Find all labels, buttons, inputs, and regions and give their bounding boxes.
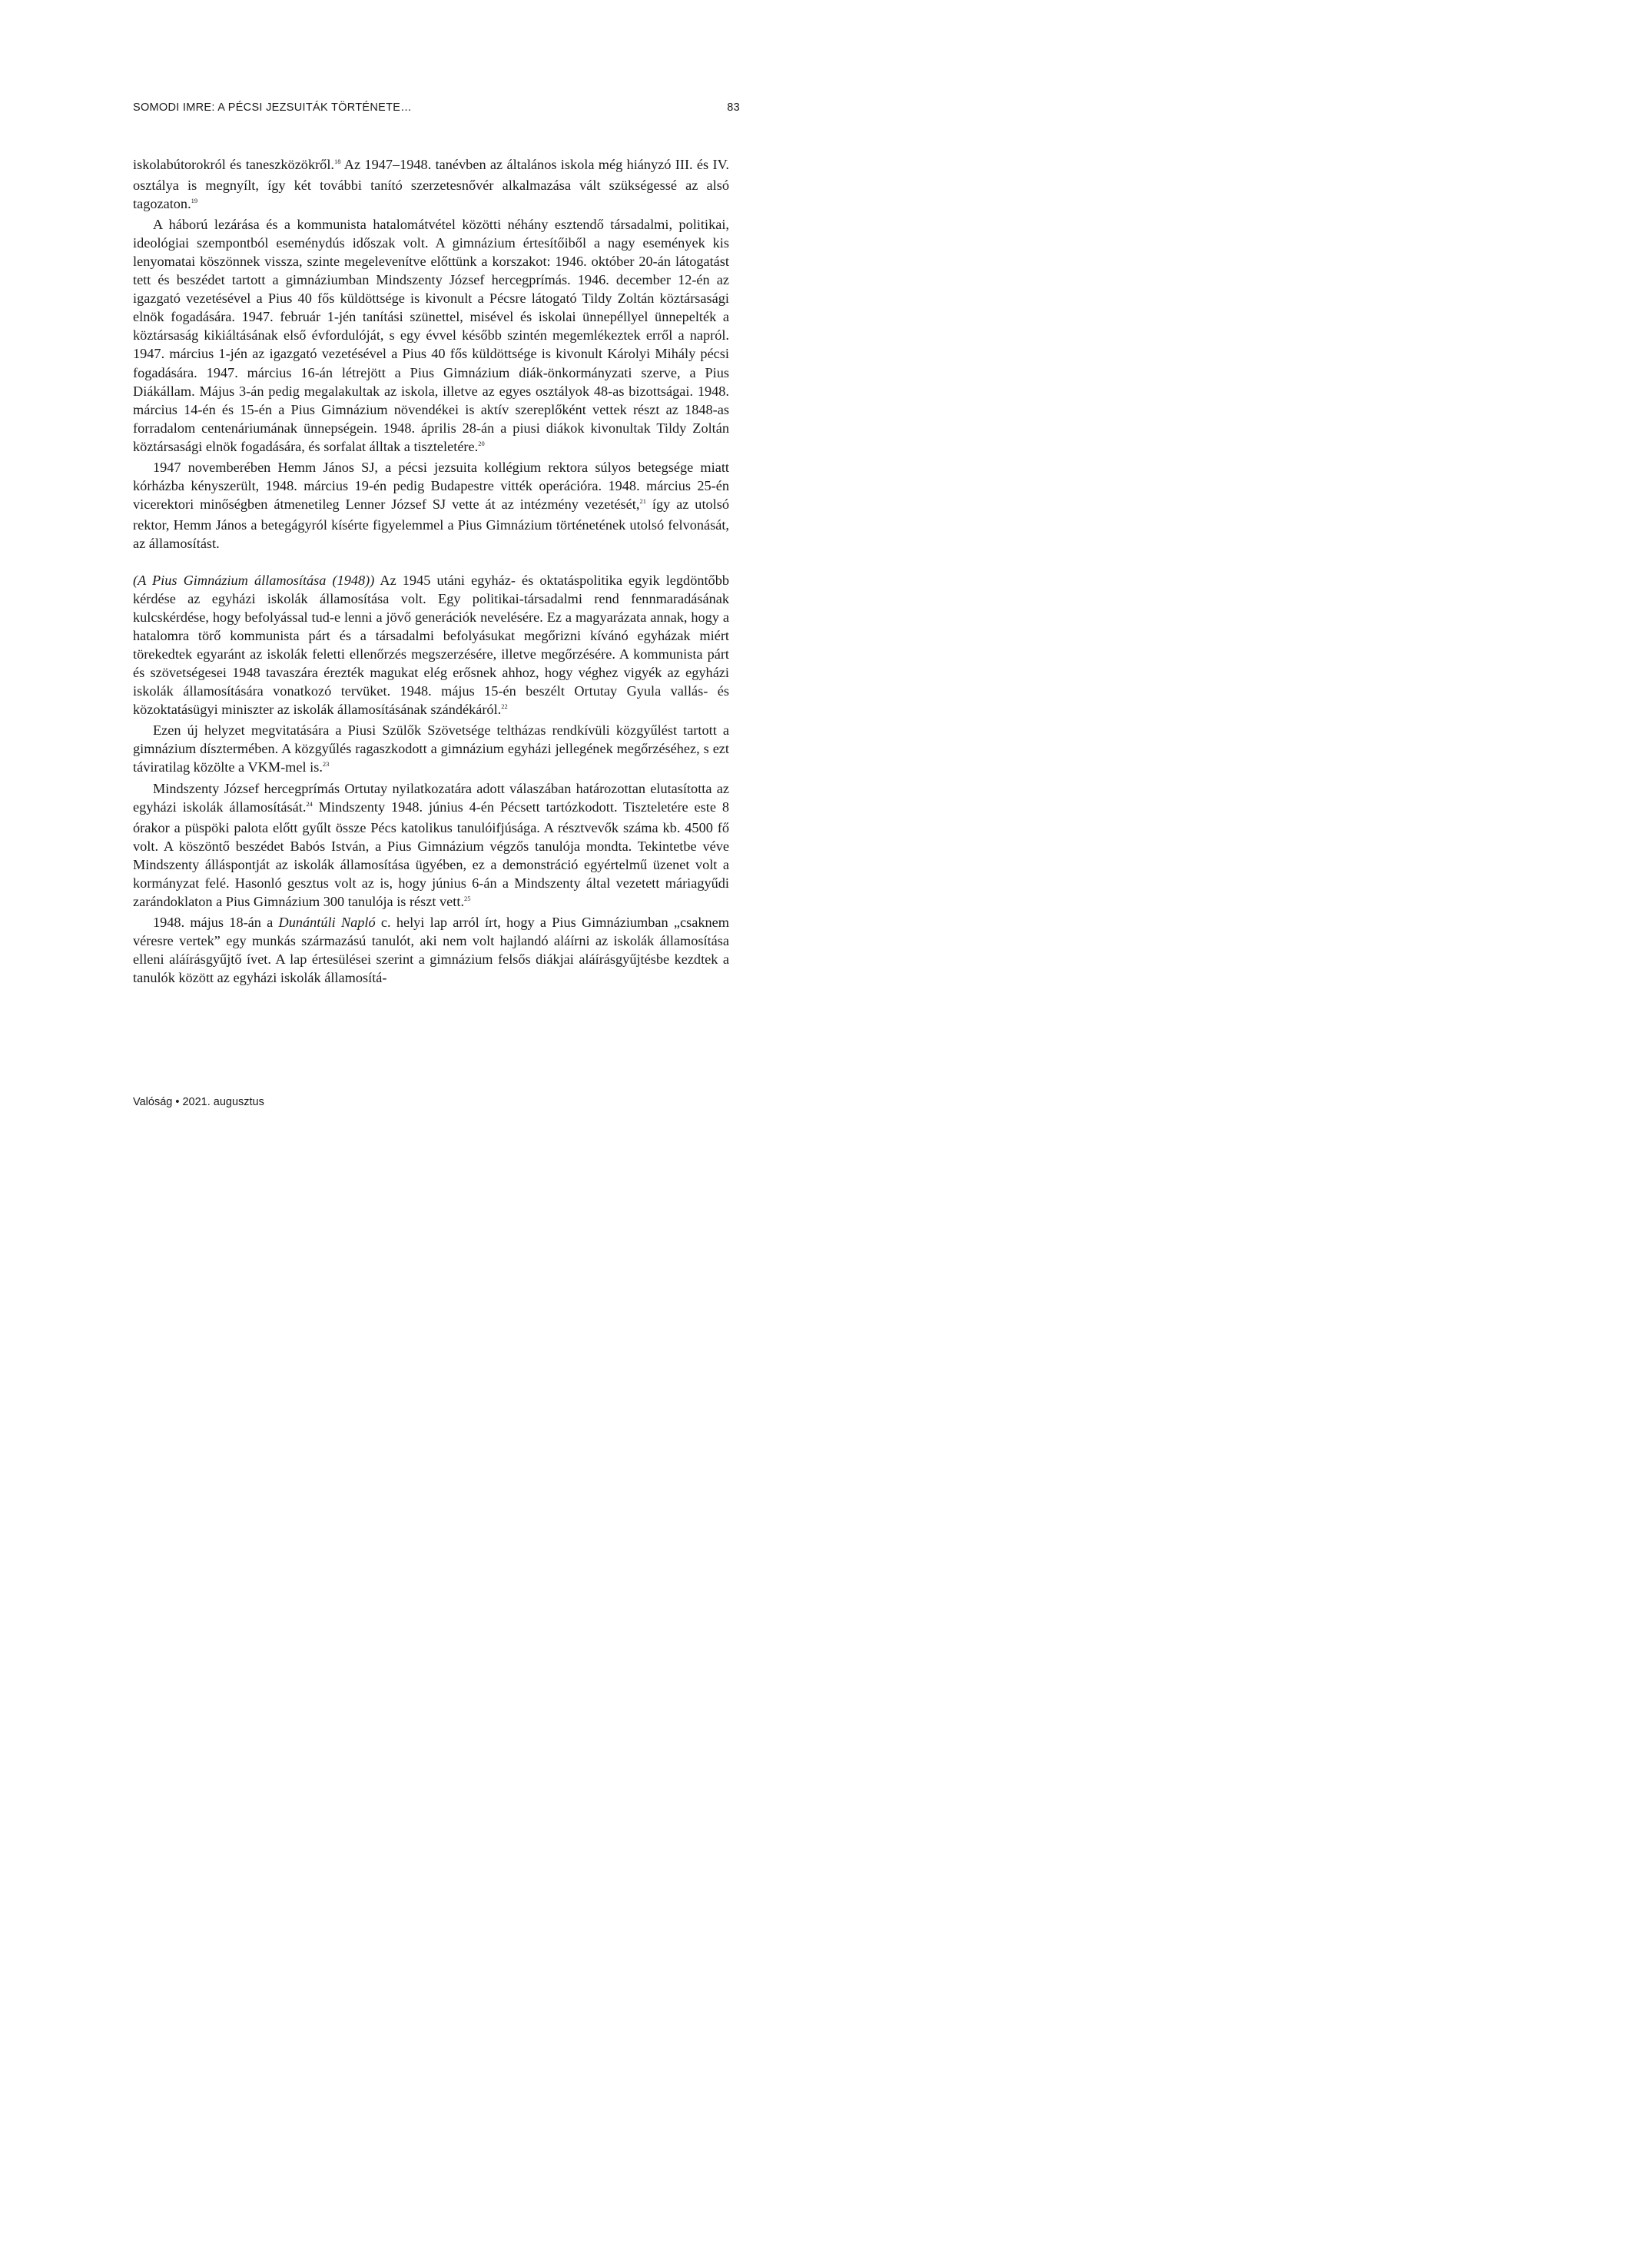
paragraph (133, 779, 729, 913)
paragraph (133, 215, 729, 458)
italic-text: (A Pius Gimnázium államosítása (1948)) (133, 572, 375, 588)
paragraph (133, 721, 729, 779)
text-run: c. helyi lap arról írt, hogy a Pius Gimnáziumban „csaknem véresre vertek” egy munkás származású tanulót, aki nem volt hajlandó aláírni az iskolák államosítása elleni aláírásgyűjtő ívet. A lap értesülései szerint a gimnázium felsős diákjai aláírásgyűjtésbe kezdtek a tanulók között az egyházi iskolák államosítá- (133, 914, 729, 985)
running-title: SOMODI IMRE: A PÉCSI JEZSUITÁK TÖRTÉNETE… (133, 101, 413, 114)
text-run: Az 1947–1948. tanévben az általános iskola még hiányzó III. és IV. osztálya is megnyílt, így két további tanító szerzetesnővér alkalmazása vált szükségessé az alsó tagozaton. (133, 157, 729, 212)
footnote-ref: 19 (191, 197, 198, 205)
footnote-ref: 22 (501, 702, 508, 711)
text-run: Mindszenty József hercegprímás Ortutay nyilatkozatára adott válaszában határozottan elutasította az egyházi iskolák államosítását. (133, 780, 729, 815)
paragraph (133, 913, 729, 987)
text-run: iskolabútorokról és taneszközökről. (133, 157, 334, 172)
text-run: Ezen új helyzet megvitatására a Piusi Szülők Szövetsége teltházas rendkívüli közgyűlést tartott a gimnázium dísztermében. A közgyűlés ragaszkodott a gimnázium egyházi jellegének megőrzéséhez, s ezt táviratilag közölte a VKM-mel is. (133, 722, 729, 775)
text-run: A háború lezárása és a kommunista hatalomátvétel közötti néhány esztendő társadalmi, politikai, ideológiai szempontból eseménydús időszak volt. A gimnázium értesítőiből a nagy események kis lenyomatai köszönnek vissza, szinte megelevenítve előttünk a korszakot: 1946. október 20-án látogatást tett és beszédet tartott a gimnáziumban Mindszenty József hercegprímás. 1946. december 12-én az igazgató vezetésével a Pius 40 fős küldöttsége is kivonult a Pécsre látogató Tildy Zoltán köztársasági elnök fogadására. 1947. február 1-jén tanítási szünettel, misével és iskolai ünnepéllyel ünnepelték a köztársaság kikiáltásának első évfordulóját, s egy évvel később szintén megemlékeztek erről a napról. 1947. március 1-jén az igazgató vezetésével a Pius 40 fős küldöttsége is kivonult Károlyi Mihály pécsi fogadására. 1947. március 16-án létrejött a Pius Gimnázium diák-önkormányzati szerve, a Pius Diákállam. Május 3-án pedig megalakultak az iskola, illetve az egyes osztályok 48-as bizottságai. 1948. március 14-én és 15-én a Pius Gimnázium növendékei is aktív szereplőként vettek részt az 1848-as forradalom centenáriumának ünnepségein. 1948. április 28-án a piusi diákok kivonultak Tildy Zoltán köztársasági elnök fogadására, és sorfalat álltak a tiszteletére. (133, 217, 729, 454)
text-run: Mindszenty 1948. június 4-én Pécsett tartózkodott. Tiszteletére este 8 órakor a püspöki palota előtt gyűlt össze Pécs katolikus tanulóifjúsága. A résztvevők száma kb. 4500 fő volt. A köszöntő beszédet Babós István, a Pius Gimnázium végzős tanulója mondta. Tekintetbe véve Mindszenty álláspontját az iskolák államosítása ügyében, ez a demonstráció egyértelmű üzenet volt a kormányzat felé. Hasonló gesztus volt az is, hogy június 6-án a Mindszenty által vezetett máriagyűdi zarándoklaton a Pius Gimnázium 300 tanulója is részt vett. (133, 799, 729, 909)
paragraph (133, 458, 729, 553)
page-footer: Valóság • 2021. augusztus (133, 1096, 264, 1108)
footnote-ref: 25 (464, 894, 471, 902)
page-number: 83 (727, 101, 740, 114)
footnote-ref: 21 (639, 496, 646, 505)
running-head (133, 101, 740, 117)
footnote-ref: 20 (478, 439, 485, 447)
section-paragraph (133, 571, 729, 721)
footnote-ref: 24 (306, 799, 313, 808)
text-run: 1948. május 18-án a (153, 914, 279, 930)
text-run: Az 1945 utáni egyház- és oktatáspolitika egyik legdöntőbb kérdése az egyházi iskolák államosítása volt. Egy politikai-társadalmi rend fennmaradásának kulcskérdése, hogy befolyással tud-e lenni a jövő generációk nevelésére. Ez a magyarázata annak, hogy a hatalomra törő kommunista párt és a társadalmi befolyásukat megőrizni kívánó egyházak miért törekedtek egyaránt az iskolák feletti ellenőrzés megszerzésére, illetve megőrzésére. A kommunista párt és szövetségesei 1948 tavaszára érezték magukat elég erősnek ahhoz, hogy véghez vigyék az egyházi iskolák államosítására vonatkozó tervüket. 1948. május 15-én beszélt Ortutay Gyula vallás- és közoktatásügyi miniszter az iskolák államosításának szándékáról. (133, 572, 729, 718)
text-run: így az utolsó rektor, Hemm János a betegágyról kísérte figyelemmel a Pius Gimnázium történetének utolsó felvonását, az államosítást. (133, 496, 729, 551)
italic-text: Dunántúli Napló (278, 914, 376, 930)
footnote-ref: 23 (322, 760, 330, 769)
text-run: 1947 novemberében Hemm János SJ, a pécsi jezsuita kollégium rektora súlyos betegsége miatt kórházba kényszerült, 1948. március 19-én pedig Budapestre vitték operációra. 1948. március 25-én vicerektori minőségben átmenetileg Lenner József SJ vette át az intézmény vezetését, (133, 459, 729, 512)
body-text (133, 155, 729, 987)
footnote-ref: 18 (333, 158, 341, 165)
paragraph (133, 155, 729, 215)
